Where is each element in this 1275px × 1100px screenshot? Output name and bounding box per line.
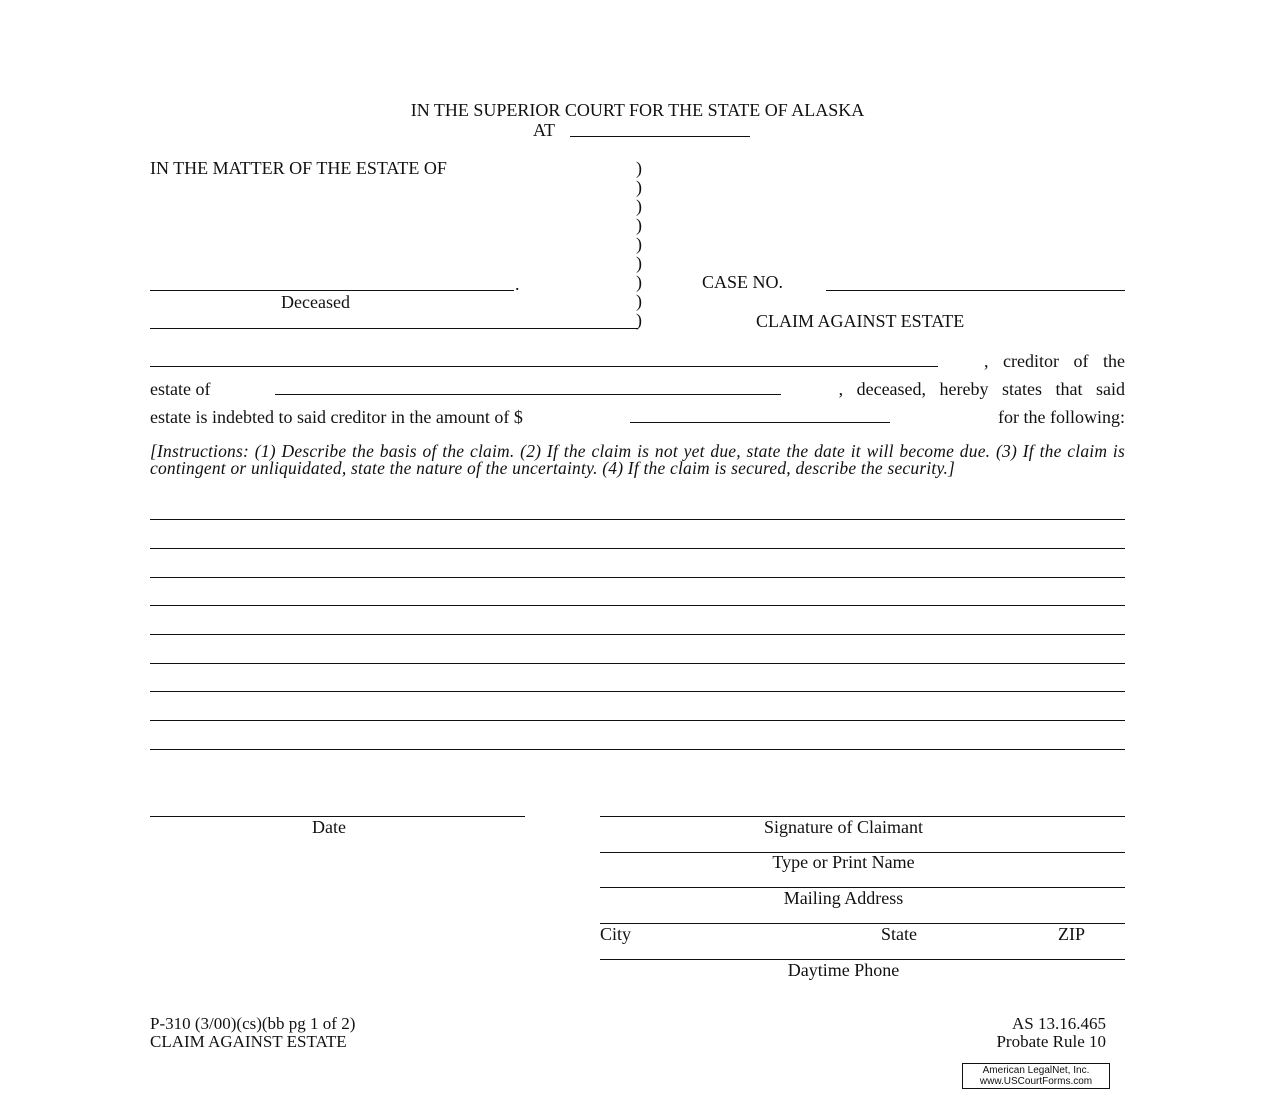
estate-name-field[interactable]: [275, 378, 781, 395]
at-location-field[interactable]: [570, 136, 750, 137]
city-state-zip-field[interactable]: [600, 923, 1125, 924]
claim-description-line[interactable]: [150, 605, 1125, 606]
zip-label: ZIP: [1058, 924, 1085, 944]
claim-description-line[interactable]: [150, 749, 1125, 750]
probate-rule: Probate Rule 10: [996, 1032, 1106, 1051]
court-heading: IN THE SUPERIOR COURT FOR THE STATE OF ALASKA: [410, 100, 865, 120]
footer-form-name: CLAIM AGAINST ESTATE: [150, 1032, 347, 1051]
claim-description-line[interactable]: [150, 634, 1125, 635]
case-no-label: CASE NO.: [702, 272, 784, 292]
claim-description-line[interactable]: [150, 691, 1125, 692]
creditor-suffix-text: , creditor of the: [984, 351, 1125, 371]
phone-label: Daytime Phone: [787, 960, 900, 980]
claim-description-line[interactable]: [150, 663, 1125, 664]
matter-label: IN THE MATTER OF THE ESTATE OF: [150, 158, 447, 178]
claim-description-line[interactable]: [150, 720, 1125, 721]
claim-description-line[interactable]: [150, 577, 1125, 578]
claim-description-line[interactable]: [150, 519, 1125, 520]
badge-line-1: American LegalNet, Inc.: [982, 1065, 1090, 1076]
caption-paren: ): [636, 215, 642, 235]
period-mark: .: [515, 274, 520, 294]
claim-amount-field[interactable]: [630, 406, 890, 423]
caption-paren: ): [636, 253, 642, 273]
caption-paren: ): [636, 158, 642, 178]
caption-paren: ): [636, 310, 642, 330]
city-label: City: [600, 924, 632, 944]
caption-paren: ): [636, 196, 642, 216]
creditor-name-field[interactable]: [150, 350, 938, 367]
caption-paren: ): [636, 291, 642, 311]
statute-reference: AS 13.16.465: [1012, 1014, 1106, 1033]
estate-line: [150, 378, 1125, 399]
caption-paren: ): [636, 177, 642, 197]
badge-line-2: www.USCourtForms.com: [979, 1076, 1093, 1087]
form-title: CLAIM AGAINST ESTATE: [756, 311, 965, 331]
estate-of-label: estate of: [150, 379, 211, 399]
caption-paren: ): [636, 234, 642, 254]
indebted-text: estate is indebted to said creditor in the amount of $: [150, 407, 523, 427]
caption-bottom-rule: [150, 328, 638, 329]
caption-paren: ): [636, 272, 642, 292]
publisher-badge[interactable]: [962, 1063, 1110, 1089]
deceased-label: Deceased: [281, 292, 350, 312]
mailing-address-label: Mailing Address: [783, 888, 904, 908]
form-number: P-310 (3/00)(cs)(bb pg 1 of 2): [150, 1014, 356, 1033]
print-name-label: Type or Print Name: [772, 852, 915, 872]
deceased-states-text: , deceased, hereby states that said: [838, 379, 1125, 399]
signature-label: Signature of Claimant: [764, 817, 923, 837]
instructions-text: [Instructions: (1) Describe the basis of the claim. (2) If the claim is not yet due, state the date it will become due. (3) If the claim is contingent or unliquidated, state the nature of the uncertainty. (4) If the claim is secured, describe the security.]: [150, 441, 1125, 478]
amount-line: [150, 406, 1125, 427]
case-number-field[interactable]: [826, 290, 1125, 291]
for-following-text: for the following:: [998, 407, 1125, 427]
date-label: Date: [312, 817, 346, 837]
at-label: AT: [533, 120, 555, 140]
decedent-name-field[interactable]: [150, 290, 514, 291]
state-label: State: [881, 924, 917, 944]
creditor-line: [150, 350, 1125, 371]
claim-description-line[interactable]: [150, 548, 1125, 549]
